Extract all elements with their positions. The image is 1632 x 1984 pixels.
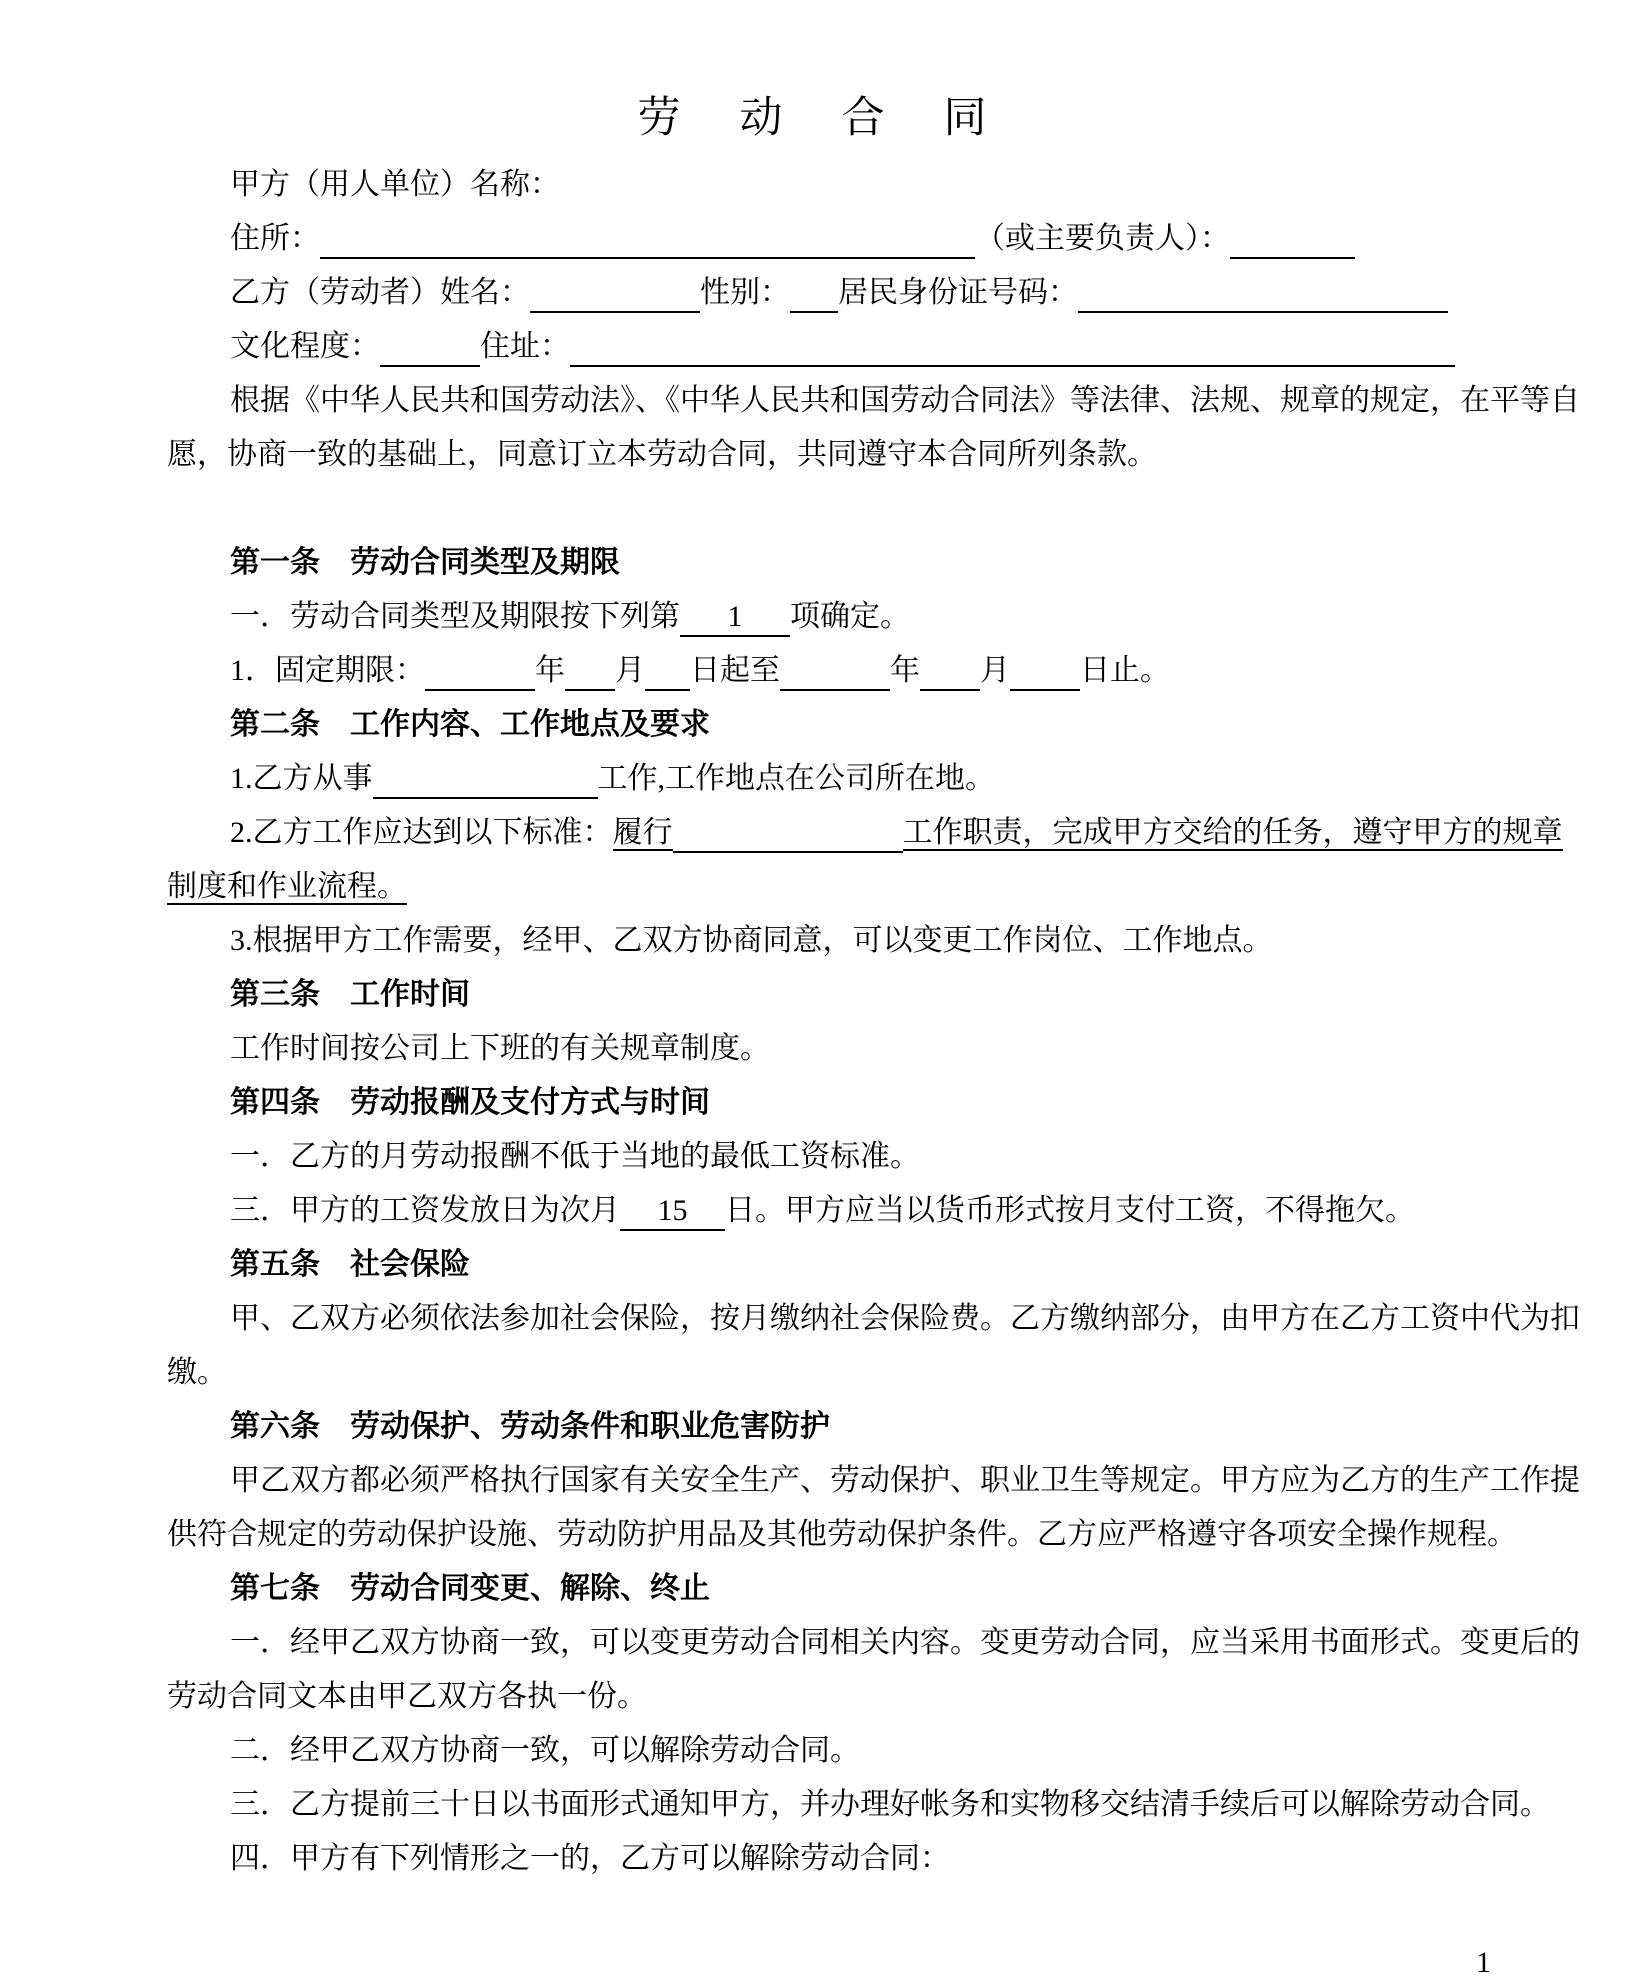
text-segment: 年 [535, 654, 565, 687]
line-article-1-item-1 [167, 590, 1567, 644]
text-segment: 甲乙双方都必须严格执行国家有关安全生产、劳动保护、职业卫生等规定。甲方应为乙方的生产工作提 [230, 1464, 1580, 1497]
line-article-5-heading [167, 1238, 1567, 1292]
text-segment: 乙方（劳动者）姓名： [230, 276, 530, 309]
blank-field [1078, 275, 1448, 313]
line-article-7-item-2 [167, 1724, 1567, 1778]
text-segment: 第三条 工作时间 [230, 978, 470, 1011]
text-segment: 日止。 [1080, 654, 1170, 687]
blank-field [645, 653, 690, 691]
line-article-2-heading [167, 698, 1567, 752]
line-article-4-item-1 [167, 1130, 1567, 1184]
text-segment: 供符合规定的劳动保护设施、劳动防护用品及其他劳动保护条件。乙方应严格遵守各项安全操作规程。 [167, 1518, 1517, 1551]
text-segment: 制度和作业流程。 [167, 870, 407, 903]
blank-field [673, 815, 903, 853]
text-segment: 工作职责，完成甲方交给的任务，遵守甲方的规章 [902, 816, 1563, 849]
blank-field [373, 761, 598, 799]
contract-body [167, 158, 1580, 1886]
blank-field [1230, 221, 1355, 259]
text-segment: 日。甲方应当以货币形式按月支付工资，不得拖欠。 [725, 1194, 1415, 1227]
blank-field [425, 653, 535, 691]
text-segment: 三．甲方的工资发放日为次月 [230, 1194, 620, 1227]
blank-field [570, 329, 1455, 367]
blank-field [790, 275, 838, 313]
line-article-3-heading [167, 968, 1567, 1022]
filled-blank-field: 1 [680, 599, 790, 637]
line-party-b-identity [167, 266, 1567, 320]
line-article-5-body [167, 1292, 1580, 1346]
line-article-5-body-cont [167, 1346, 1567, 1400]
line-article-7-heading [167, 1562, 1567, 1616]
text-segment: 甲、乙双方必须依法参加社会保险，按月缴纳社会保险费。乙方缴纳部分，由甲方在乙方工资中代为扣 [230, 1302, 1580, 1335]
line-article-2-item-2-cont [167, 860, 1567, 914]
line-article-1-heading [167, 536, 1567, 590]
text-segment: 性别： [700, 276, 790, 309]
line-article-6-body [167, 1454, 1580, 1508]
line-party-a-address [167, 212, 1567, 266]
text-segment: 2.乙方工作应达到以下标准： [230, 816, 613, 849]
text-segment: 工作时间按公司上下班的有关规章制度。 [230, 1032, 770, 1065]
text-segment: 日起至 [690, 654, 780, 687]
line-preamble-2 [167, 428, 1567, 482]
text-segment: （或主要负责人）： [975, 222, 1230, 255]
line-party-a-name [167, 158, 1567, 212]
text-segment: 甲方（用人单位）名称： [230, 168, 560, 201]
line-article-1-item-2 [167, 644, 1567, 698]
line-article-7-item-4 [167, 1832, 1567, 1886]
page-title: 劳 动 合 同 [637, 95, 995, 142]
filled-blank-field: 15 [620, 1193, 725, 1231]
line-article-7-item-3 [167, 1778, 1567, 1832]
text-segment: 1.乙方从事 [230, 762, 373, 795]
line-article-2-item-3 [167, 914, 1567, 968]
text-segment: 四．甲方有下列情形之一的，乙方可以解除劳动合同： [230, 1842, 950, 1875]
text-segment: 一．经甲乙双方协商一致，可以变更劳动合同相关内容。变更劳动合同，应当采用书面形式。变更后的 [230, 1626, 1580, 1659]
text-segment: 月 [980, 654, 1010, 687]
text-segment: 第四条 劳动报酬及支付方式与时间 [230, 1086, 710, 1119]
text-segment: 第二条 工作内容、工作地点及要求 [230, 708, 710, 741]
text-segment: 三．乙方提前三十日以书面形式通知甲方，并办理好帐务和实物移交结清手续后可以解除劳动合同。 [230, 1788, 1550, 1821]
text-segment: 项确定。 [790, 600, 910, 633]
blank-field [1010, 653, 1080, 691]
line-party-b-education [167, 320, 1567, 374]
text-segment: 第五条 社会保险 [230, 1248, 470, 1281]
text-segment: 二．经甲乙双方协商一致，可以解除劳动合同。 [230, 1734, 860, 1767]
line-article-7-item-1 [167, 1616, 1580, 1670]
line-article-6-body-cont [167, 1508, 1567, 1562]
line-article-2-item-2 [167, 806, 1567, 860]
line-article-3-body [167, 1022, 1567, 1076]
text-segment: 缴。 [167, 1356, 227, 1389]
line-article-4-item-2 [167, 1184, 1567, 1238]
text-segment: 第六条 劳动保护、劳动条件和职业危害防护 [230, 1410, 830, 1443]
text-segment: 1．固定期限： [230, 654, 425, 687]
text-segment: 第一条 劳动合同类型及期限 [230, 546, 620, 579]
text-segment: 居民身份证号码： [838, 276, 1078, 309]
line-article-4-heading [167, 1076, 1567, 1130]
blank-field [380, 329, 480, 367]
text-segment: 年 [890, 654, 920, 687]
line-spacer-1 [167, 482, 1567, 536]
text-segment: 第七条 劳动合同变更、解除、终止 [230, 1572, 710, 1605]
blank-field [780, 653, 890, 691]
blank-field [565, 653, 615, 691]
text-segment: 住所： [230, 222, 320, 255]
text-segment: 根据《中华人民共和国劳动法》、《中华人民共和国劳动合同法》等法律、法规、规章的规定，在平等自 [230, 384, 1580, 417]
line-preamble-1 [167, 374, 1580, 428]
text-segment: 劳动合同文本由甲乙双方各执一份。 [167, 1680, 647, 1713]
text-segment: 月 [615, 654, 645, 687]
text-segment: 文化程度： [230, 330, 380, 363]
text-segment: 愿，协商一致的基础上，同意订立本劳动合同，共同遵守本合同所列条款。 [167, 438, 1157, 471]
text-segment: 履行 [612, 816, 673, 849]
text-segment: 3.根据甲方工作需要，经甲、乙双方协商同意，可以变更工作岗位、工作地点。 [230, 924, 1273, 957]
text-segment: 一．劳动合同类型及期限按下列第 [230, 600, 680, 633]
blank-field [320, 221, 975, 259]
text-segment: 住址： [480, 330, 570, 363]
text-segment: 一．乙方的月劳动报酬不低于当地的最低工资标准。 [230, 1140, 920, 1173]
blank-field [530, 275, 700, 313]
text-segment: 工作,工作地点在公司所在地。 [597, 762, 995, 795]
page-number: 1 [1476, 1946, 1491, 1979]
blank-field [920, 653, 980, 691]
line-article-6-heading [167, 1400, 1567, 1454]
line-article-2-item-1 [167, 752, 1567, 806]
line-article-7-item-1-cont [167, 1670, 1567, 1724]
